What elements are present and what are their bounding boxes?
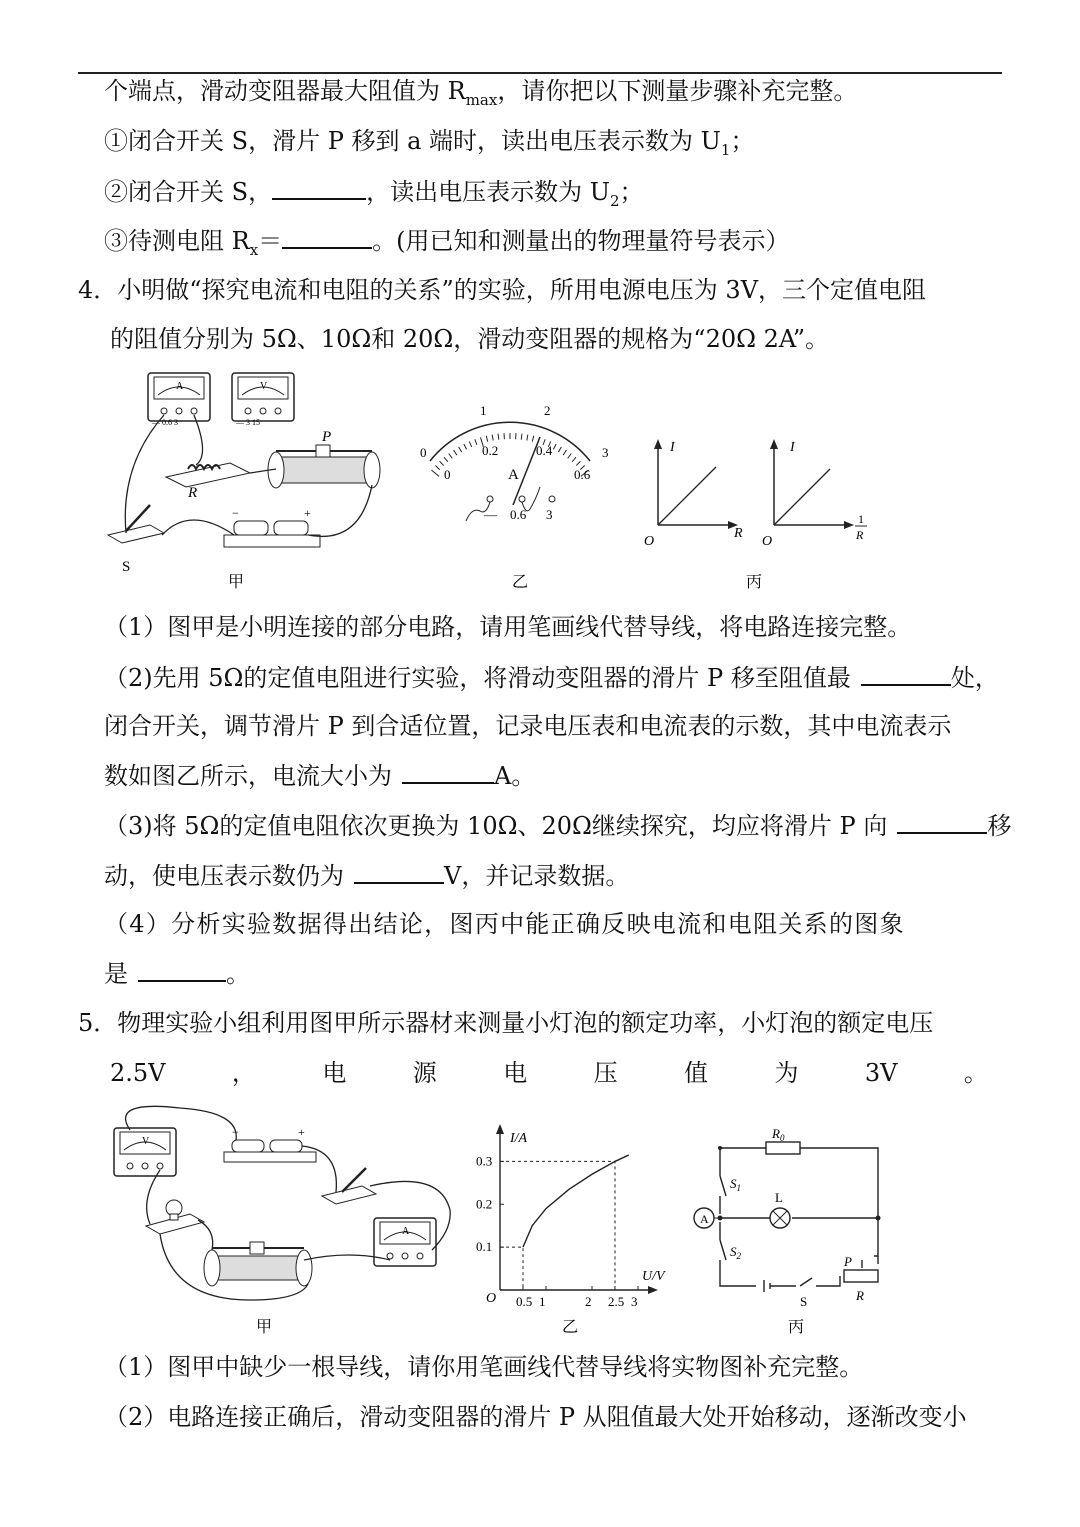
q5-stem-1: 5．物理实验小组利用图甲所示器材来测量小灯泡的额定功率，小灯泡的额定电压 xyxy=(78,1009,934,1037)
battery-holder xyxy=(224,506,320,547)
fig4-yi-caption: 乙 xyxy=(512,574,529,591)
y-tick-label: 0.2 xyxy=(476,1196,493,1212)
q4-part-4: （4）分析实验数据得出结论，图丙中能正确反映电流和电阻关系的图象 xyxy=(104,910,905,938)
answer-blank[interactable] xyxy=(138,958,226,982)
svg-text:R: R xyxy=(188,485,198,501)
dial-tick xyxy=(459,447,462,452)
dial-tick xyxy=(576,461,580,465)
answer-blank[interactable] xyxy=(354,860,444,884)
svg-text:S: S xyxy=(122,559,131,575)
battery-holder xyxy=(224,1125,316,1162)
svg-text:S: S xyxy=(800,1294,808,1309)
svg-text:S2: $S_2$ xyxy=(730,1244,741,1261)
q4-part-4-end: 是 。 xyxy=(104,960,250,988)
q4-part-2: （2)先用 5Ω的定值电阻进行实验，将滑动变阻器的滑片 P 移至阻值最 处， xyxy=(104,664,999,692)
chart-x-label: U/V xyxy=(642,1269,665,1284)
answer-blank[interactable] xyxy=(282,225,372,249)
rheostat xyxy=(268,429,380,488)
answer-blank[interactable] xyxy=(402,760,494,784)
svg-text:V: V xyxy=(260,381,268,392)
answer-blank[interactable] xyxy=(272,176,366,200)
svg-text:O: O xyxy=(644,534,655,549)
dial-tick xyxy=(440,461,444,465)
dial-tick xyxy=(532,436,533,442)
x-tick-label: 3 xyxy=(631,1294,638,1309)
dial-tick xyxy=(464,444,467,449)
answer-blank[interactable] xyxy=(861,662,951,686)
dial-tick xyxy=(558,447,561,452)
svg-text:R: R xyxy=(856,1288,864,1303)
svg-text:0.6: 0.6 xyxy=(574,467,591,482)
svg-text:R0: $R_0$ xyxy=(772,1126,785,1143)
svg-text:R: R xyxy=(734,526,743,541)
svg-text:P: P xyxy=(844,1254,852,1269)
ammeter-device xyxy=(148,373,210,427)
x-tick-label: 0.5 xyxy=(516,1294,533,1309)
dial-tick xyxy=(521,434,522,440)
x-tick-label: 2 xyxy=(585,1294,592,1309)
step-1: ①闭合开关 S，滑片 P 移到 a 端时，读出电压表示数为 $U_1$； xyxy=(104,127,755,159)
dial-tick xyxy=(449,453,453,458)
dial-tick xyxy=(486,436,487,442)
chart-origin-label: O xyxy=(486,1291,497,1306)
svg-text:0: 0 xyxy=(420,445,427,460)
guide-line xyxy=(500,1161,615,1290)
q5-figure xyxy=(100,1100,900,1340)
iu-curve xyxy=(523,1155,629,1247)
svg-text:A: A xyxy=(700,1212,709,1226)
svg-text:A: A xyxy=(176,381,184,392)
q5-stem-2: 2.5V ， 电 源 电 压 值 为 3V 。 xyxy=(110,1059,988,1087)
text-line-1: 个端点，滑动变阻器最大阻值为 $R_{max}$，请你把以下测量步骤补充完整。 xyxy=(104,77,858,109)
svg-text:P: P xyxy=(322,429,332,445)
svg-text:+: + xyxy=(298,1125,305,1139)
svg-text:S1: $S_1$ xyxy=(730,1176,741,1193)
x-tick-label: 1 xyxy=(539,1294,546,1309)
svg-text:O: O xyxy=(762,534,773,549)
voltmeter-device xyxy=(114,1128,176,1176)
svg-text:A: A xyxy=(508,467,519,483)
dial-tick xyxy=(492,435,493,441)
dial-tick xyxy=(444,457,448,462)
answer-blank[interactable] xyxy=(897,810,987,834)
dial-tick xyxy=(475,439,477,445)
svg-text:0.2: 0.2 xyxy=(482,443,499,458)
fig5-yi-caption: 乙 xyxy=(562,1319,579,1336)
svg-text:+: + xyxy=(304,506,311,520)
voltmeter-device xyxy=(232,373,294,427)
dial-tick xyxy=(498,434,499,440)
q4-stem-2: 的阻值分别为 5Ω、10Ω和 20Ω，滑动变阻器的规格为“20Ω 2A”。 xyxy=(110,325,829,353)
x-tick-label: 2.5 xyxy=(608,1294,625,1309)
graph-i-vs-inverse-r xyxy=(762,439,867,549)
q4-stem-1: 4．小明做“探究电流和电阻的关系”的实验，所用电源电压为 3V，三个定值电阻 xyxy=(78,276,927,304)
q4-part-2-cont: 闭合开关，调节滑片 P 到合适位置，记录电压表和电流表的示数，其中电流表示 xyxy=(104,712,952,740)
dial-tick xyxy=(527,435,528,441)
dial-tick xyxy=(553,444,556,449)
svg-text:—: — xyxy=(484,507,497,522)
q4-part-3-end: 动，使电压表示数仍为 V，并记录数据。 xyxy=(104,862,630,890)
svg-text:I: I xyxy=(790,440,795,455)
svg-text:3: 3 xyxy=(546,507,553,522)
dial-tick xyxy=(454,450,457,455)
dial-tick xyxy=(572,457,576,462)
svg-text:L: L xyxy=(775,1190,783,1205)
svg-text:1: 1 xyxy=(480,403,487,418)
svg-text:R: R xyxy=(856,528,864,542)
rheostat xyxy=(204,1242,312,1286)
svg-text:1: 1 xyxy=(858,512,864,526)
step-2: ②闭合开关 S， ，读出电压表示数为 $U_2$； xyxy=(104,178,644,210)
svg-text:0: 0 xyxy=(444,467,451,482)
circuit-diagram xyxy=(720,1142,878,1292)
dial-tick xyxy=(435,465,439,469)
fig4-jia-caption: 甲 xyxy=(228,574,245,591)
svg-text:0.4: 0.4 xyxy=(536,443,553,458)
guide-line xyxy=(500,1247,523,1290)
svg-text:— 0.6 3: — 0.6 3 xyxy=(152,418,178,427)
svg-text:3: 3 xyxy=(602,445,609,460)
y-tick-label: 0.1 xyxy=(476,1239,493,1255)
iu-chart xyxy=(476,1124,666,1309)
step-3: ③待测电阻 $R_x=$ 。(用已知和测量出的物理量符号表示） xyxy=(104,227,790,259)
svg-text:V: V xyxy=(142,1136,150,1147)
fig5-bing-caption: 丙 xyxy=(788,1319,805,1336)
top-rule xyxy=(78,72,1002,74)
svg-text:— 3 15: — 3 15 xyxy=(236,418,260,427)
q5-part-2: （2）电路连接正确后，滑动变阻器的滑片 P 从阻值最大处开始移动，逐渐改变小 xyxy=(104,1403,967,1431)
fig4-bing-caption: 丙 xyxy=(746,574,763,591)
q4-part-3: （3)将 5Ω的定值电阻依次更换为 10Ω、20Ω继续探究，均应将滑片 P 向 移 xyxy=(104,812,1012,840)
ammeter-dial xyxy=(420,403,609,522)
svg-text:A: A xyxy=(402,1226,410,1237)
svg-text:2: 2 xyxy=(544,403,551,418)
dial-tick xyxy=(563,450,566,455)
svg-text:I: I xyxy=(670,440,675,455)
graph-i-vs-r xyxy=(644,439,743,549)
fig5-jia-caption: 甲 xyxy=(256,1319,273,1336)
switch xyxy=(322,1168,376,1204)
svg-text:0.6: 0.6 xyxy=(510,507,527,522)
svg-text:−: − xyxy=(232,1125,239,1139)
dial-tick xyxy=(568,453,572,458)
q4-figure xyxy=(100,365,920,595)
q4-part-2-end: 数如图乙所示，电流大小为 A。 xyxy=(104,762,536,790)
switch xyxy=(108,505,164,575)
q4-part-1: （1）图甲是小明连接的部分电路，请用笔画线代替导线，将电路连接完整。 xyxy=(104,613,912,641)
q5-part-1: （1）图甲中缺少一根导线，请你用笔画线代替导线将实物图补充完整。 xyxy=(104,1353,864,1381)
y-tick-label: 0.3 xyxy=(476,1153,493,1169)
resistor-board xyxy=(166,463,250,501)
chart-y-label: I/A xyxy=(510,1131,528,1146)
svg-text:−: − xyxy=(232,506,239,520)
dial-tick xyxy=(431,470,439,476)
bulb xyxy=(146,1200,204,1234)
dial-tick xyxy=(469,441,471,447)
